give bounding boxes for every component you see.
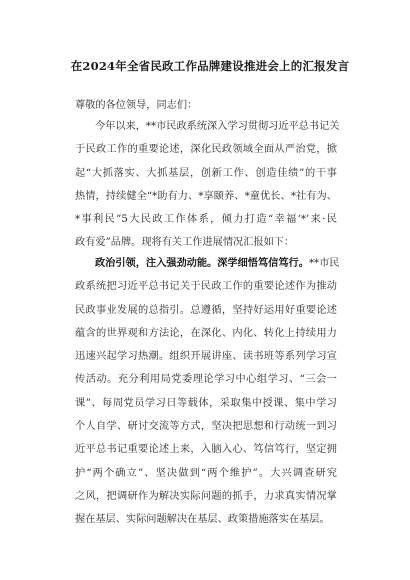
paragraph-line: 之风，把调研作为解决实际问题的抓手，力求真实情况掌 bbox=[75, 490, 337, 502]
paragraph-line: 课”、每周党员学习日等载体，采取集中授课、集中学习 bbox=[75, 397, 337, 409]
paragraph-line: 迅速兴起学习热潮。组织开展讲座、读书班等系列学习宣 bbox=[75, 351, 337, 363]
paragraph-line: 政系统把习近平总书记关于民政工作的重要论述作为推动 bbox=[75, 281, 337, 293]
paragraph-line: 于民政工作的重要论述，深化民政领域全面从严治党，掀 bbox=[75, 144, 337, 156]
paragraph-political-leadership bbox=[75, 252, 340, 532]
section-lead-heading: 政治引领，注入强劲动能。深学细悟笃信笃行。 bbox=[95, 257, 309, 269]
paragraph-line: 护“两个确立”、坚决做到“两个维护”。大兴调查研究 bbox=[75, 467, 337, 479]
document-title: 在2024年全省民政工作品牌建设推进会上的汇报发言 bbox=[70, 59, 350, 73]
paragraph-line: 握在基层、实际问题解决在基层、政策措施落实在基层。 bbox=[75, 514, 330, 526]
paragraph-line: 近平总书记重要论述上来，入脑入心、笃信笃行，坚定拥 bbox=[75, 444, 337, 456]
paragraph-line: *事利民”5大民政工作体系，倾力打造“幸福‘*’来·民 bbox=[75, 214, 337, 226]
paragraph-line: 今年以来，**市民政系统深入学习贯彻习近平总书记关 bbox=[95, 121, 340, 132]
paragraph-line: 起“大抓落实、大抓基层，创新工作、创造佳绩”的干事 bbox=[75, 167, 337, 179]
paragraph-line: 个人自学、研讨交流等方式，坚决把思想和行动统一到习 bbox=[75, 421, 337, 433]
paragraph-line: 民政事业发展的总指引。总遵循，坚持好运用好重要论述 bbox=[75, 304, 337, 316]
paragraph-first-line bbox=[75, 252, 340, 275]
paragraph-line: 政有爱”品牌。现将有关工作进展情况汇报如下： bbox=[75, 237, 295, 249]
paragraph-line: 蕴含的世界观和方法论，在深化、内化、转化上持续用力 bbox=[75, 327, 337, 339]
paragraph-first-line-rest: **市民 bbox=[308, 258, 340, 269]
paragraph-line: 热情，持续健全“*助有力、*享颐养、*童优长、*社有为、 bbox=[75, 190, 337, 202]
paragraph-line: 传活动。充分利用局党委理论学习中心组学习、“三会一 bbox=[75, 374, 337, 386]
salutation: 尊敬的各位领导，同志们： bbox=[75, 100, 198, 111]
paragraph-intro bbox=[75, 115, 340, 255]
